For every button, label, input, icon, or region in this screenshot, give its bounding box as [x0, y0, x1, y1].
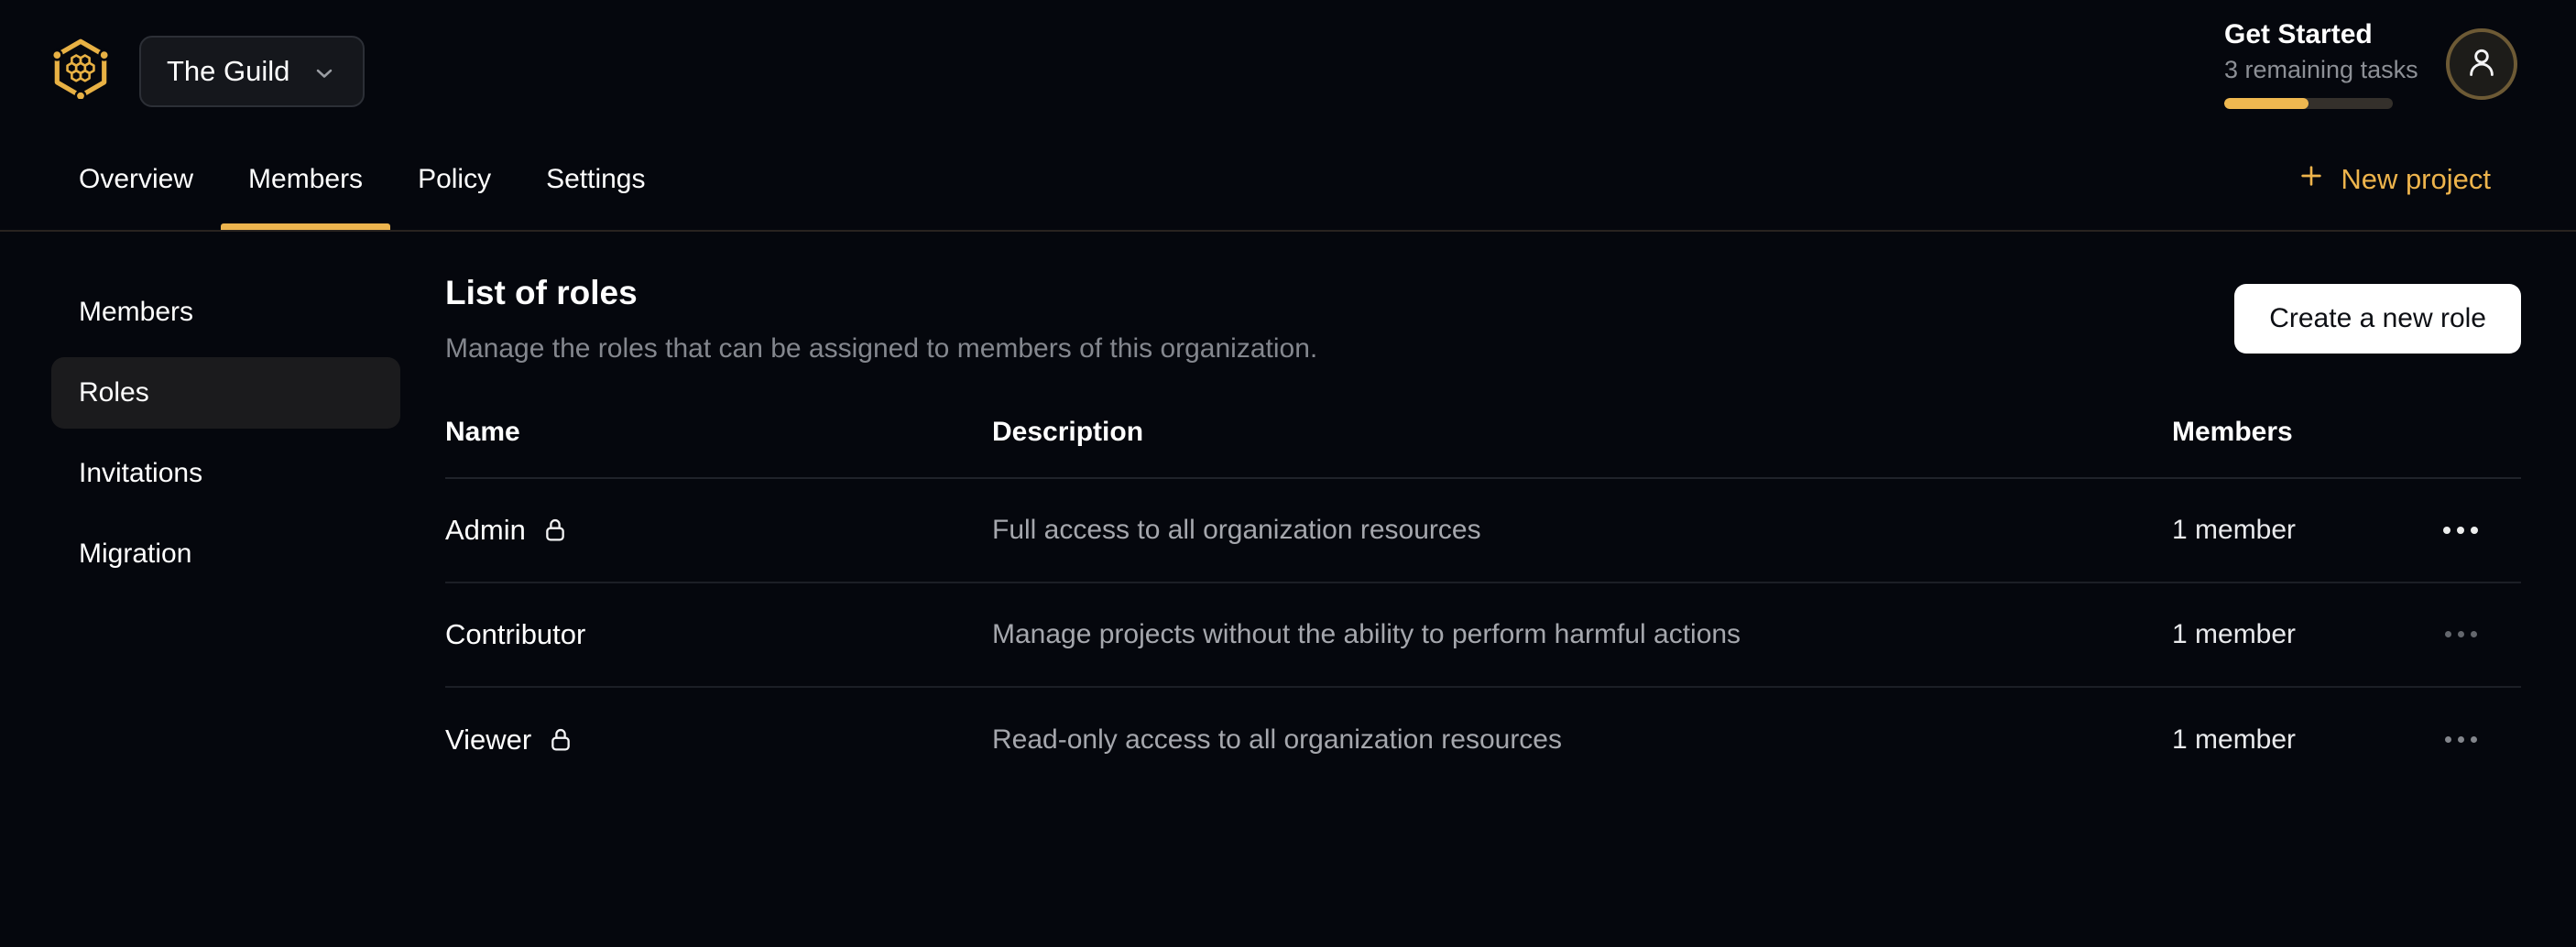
role-name: Admin — [445, 513, 526, 546]
dot — [2445, 631, 2451, 637]
org-selector-label: The Guild — [167, 55, 290, 87]
roles-content — [445, 232, 2576, 792]
lock-icon — [542, 517, 568, 544]
role-name-cell — [445, 724, 992, 757]
roles-table — [445, 417, 2521, 792]
create-role-button[interactable]: Create a new role — [2234, 284, 2521, 354]
get-started-progress-fill — [2224, 98, 2309, 109]
role-description: Read-only access to all organization resources — [992, 724, 1562, 755]
new-project-label: New project — [2341, 162, 2491, 195]
dot — [2471, 527, 2478, 534]
column-header-actions — [2400, 432, 2521, 462]
person-icon — [2464, 45, 2499, 84]
get-started-subtitle: 3 remaining tasks — [2224, 55, 2418, 83]
column-header-members: Members — [2172, 416, 2293, 447]
sidebar-item-members[interactable]: Members — [79, 297, 194, 327]
dot — [2458, 736, 2464, 743]
dot — [2471, 631, 2477, 637]
get-started-progress-bar — [2224, 98, 2393, 109]
hive-logo-icon[interactable] — [52, 38, 109, 99]
roles-header — [445, 275, 2521, 365]
dot — [2458, 631, 2464, 637]
row-actions-menu-button[interactable] — [2434, 517, 2487, 543]
get-started-widget[interactable] — [2224, 18, 2418, 110]
get-started-title: Get Started — [2224, 18, 2373, 49]
column-header-name: Name — [445, 416, 520, 447]
role-members-count: 1 member — [2172, 514, 2297, 545]
lock-icon — [548, 726, 573, 754]
tab-policy[interactable]: Policy — [418, 163, 492, 194]
table-row-contributor — [445, 583, 2521, 688]
org-selector-button[interactable] — [139, 36, 365, 107]
column-header-description: Description — [992, 416, 1144, 447]
org-tab-bar — [0, 128, 2576, 232]
dot — [2457, 527, 2464, 534]
table-row-admin — [445, 479, 2521, 583]
page-title: List of roles — [445, 274, 638, 311]
row-actions-menu-button[interactable] — [2436, 727, 2486, 752]
role-members-count: 1 member — [2172, 618, 2297, 649]
dot — [2445, 736, 2451, 743]
tab-overview[interactable]: Overview — [79, 163, 194, 194]
role-actions-cell — [2400, 727, 2521, 752]
page-body — [0, 232, 2576, 792]
role-name: Contributor — [445, 617, 586, 650]
members-sidebar — [0, 232, 445, 590]
row-actions-menu-button[interactable] — [2436, 622, 2486, 647]
role-description: Full access to all organization resources — [992, 514, 1481, 545]
sidebar-item-invitations[interactable]: Invitations — [79, 458, 203, 488]
role-description: Manage projects without the ability to perform harmful actions — [992, 618, 1741, 649]
tab-settings[interactable]: Settings — [546, 163, 646, 194]
page-subtitle: Manage the roles that can be assigned to members of this organization. — [445, 332, 1318, 364]
top-bar — [0, 0, 2576, 128]
chevron-down-icon — [311, 60, 337, 86]
topbar-right-cluster — [2224, 0, 2517, 128]
role-name: Viewer — [445, 723, 532, 756]
table-row-viewer — [445, 688, 2521, 792]
role-name-cell — [445, 618, 992, 651]
sidebar-item-migration[interactable]: Migration — [79, 539, 192, 569]
role-actions-cell — [2400, 622, 2521, 647]
dot — [2471, 736, 2477, 743]
role-name-cell — [445, 514, 992, 547]
dot — [2443, 527, 2450, 534]
role-members-count: 1 member — [2172, 724, 2297, 755]
plus-icon — [2297, 161, 2326, 198]
tab-members[interactable]: Members — [221, 128, 390, 230]
sidebar-item-roles[interactable]: Roles — [51, 357, 400, 429]
user-avatar[interactable] — [2446, 28, 2517, 100]
new-project-button[interactable] — [2297, 128, 2491, 230]
role-actions-cell — [2400, 517, 2521, 543]
roles-table-header — [445, 417, 2521, 479]
roles-header-text — [445, 275, 1317, 365]
